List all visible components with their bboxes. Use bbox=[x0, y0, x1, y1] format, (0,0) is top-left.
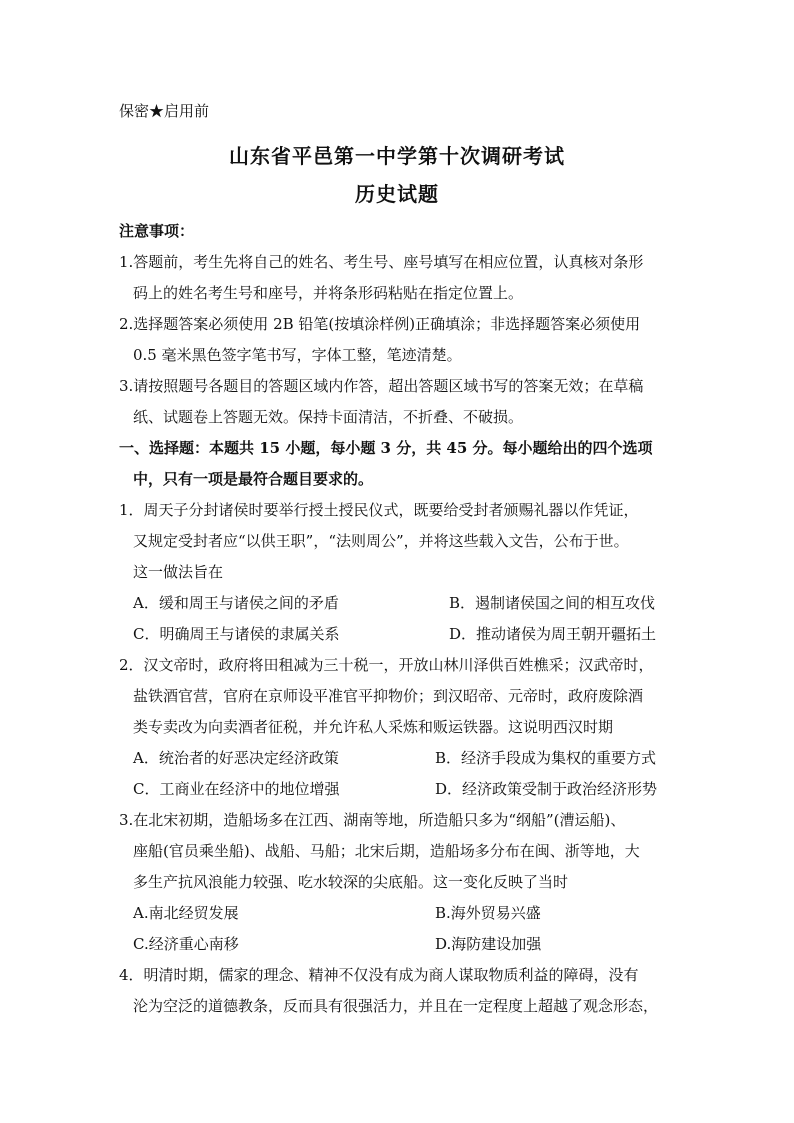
exam-content bbox=[119, 216, 684, 1022]
q3-stem-line-1: 3.在北宋初期，造船场多在江西、湖南等地，所造船只多为“纲船”(漕运船)、 bbox=[119, 811, 626, 829]
q1-option-a: A．缓和周王与诸侯之间的矛盾 bbox=[133, 594, 339, 612]
exam-title: 山东省平邑第一中学第十次调研考试 bbox=[229, 144, 565, 168]
q3-option-d: D.海防建设加强 bbox=[435, 935, 542, 953]
q1-stem-line-3: 这一做法旨在 bbox=[133, 563, 224, 581]
q4-stem-line-1: 4．明清时期，儒家的理念、精神不仅没有成为商人谋取物质利益的障碍，没有 bbox=[119, 966, 639, 984]
q1-stem-line-2: 又规定受封者应“以供王职”，“法则周公”，并将这些载入文告，公布于世。 bbox=[133, 532, 629, 550]
q2-stem-line-2: 盐铁酒官营，官府在京师设平准官平抑物价；到汉昭帝、元帝时，政府废除酒 bbox=[133, 687, 644, 705]
note-item-3-line-1: 3.请按照题号各题目的答题区域内作答，超出答题区域书写的答案无效；在草稿 bbox=[119, 377, 644, 395]
q1-option-b: B．遏制诸侯国之间的相互攻伐 bbox=[449, 594, 656, 612]
q1-options-row-2 bbox=[119, 619, 684, 650]
q3-options-row-1 bbox=[119, 898, 684, 929]
q1-options-row-1 bbox=[119, 588, 684, 619]
secrecy-label: 保密★启用前 bbox=[119, 102, 210, 120]
q4-stem-line-2: 沦为空泛的道德教条，反而具有很强活力，并且在一定程度上超越了观念形态， bbox=[133, 997, 659, 1015]
q3-stem-line-3: 多生产抗风浪能力较强、吃水较深的尖底船。这一变化反映了当时 bbox=[133, 873, 569, 891]
q1-stem-line-1: 1．周天子分封诸侯时要举行授土授民仪式，既要给受封者颁赐礼器以作凭证， bbox=[119, 501, 639, 519]
note-item-1-line-1: 1.答题前，考生先将自己的姓名、考生号、座号填写在相应位置，认真核对条形 bbox=[119, 253, 644, 271]
q2-option-d: D．经济政策受制于政治经济形势 bbox=[435, 780, 658, 798]
q2-option-a: A．统治者的好恶决定经济政策 bbox=[133, 749, 339, 767]
q2-options-row-2 bbox=[119, 774, 684, 805]
note-item-3-line-2: 纸、试题卷上答题无效。保持卡面清洁，不折叠、不破损。 bbox=[133, 408, 524, 426]
exam-subtitle: 历史试题 bbox=[355, 182, 439, 206]
q2-option-b: B．经济手段成为集权的重要方式 bbox=[435, 749, 657, 767]
q2-stem-line-3: 类专卖改为向卖酒者征税，并允许私人采炼和贩运铁器。这说明西汉时期 bbox=[133, 718, 614, 736]
notes-heading: 注意事项： bbox=[119, 222, 195, 240]
q3-option-b: B.海外贸易兴盛 bbox=[435, 904, 541, 922]
q3-options-row-2 bbox=[119, 929, 684, 960]
q1-option-c: C．明确周王与诸侯的隶属关系 bbox=[133, 625, 340, 643]
q3-stem-line-2: 座船(官员乘坐船)、战船、马船；北宋后期，造船场多分布在闽、浙等地，大 bbox=[133, 842, 640, 860]
section-heading-line-2: 中，只有一项是最符合题目要求的。 bbox=[133, 470, 374, 488]
note-item-1-line-2: 码上的姓名考生号和座号，并将条形码粘贴在指定位置上。 bbox=[133, 284, 524, 302]
q1-option-d: D．推动诸侯为周王朝开疆拓土 bbox=[449, 625, 657, 643]
q3-option-a: A.南北经贸发展 bbox=[133, 904, 239, 922]
q3-option-c: C.经济重心南移 bbox=[133, 935, 239, 953]
note-item-2-line-1: 2.选择题答案必须使用 2B 铅笔(按填涂样例)正确填涂；非选择题答案必须使用 bbox=[119, 315, 641, 333]
section-heading-line-1: 一、选择题：本题共 15 小题，每小题 3 分，共 45 分。每小题给出的四个选项 bbox=[119, 439, 653, 457]
q2-options-row-1 bbox=[119, 743, 684, 774]
note-item-2-line-2: 0.5 毫米黑色签字笔书写，字体工整，笔迹清楚。 bbox=[133, 346, 462, 364]
q2-stem-line-1: 2．汉文帝时，政府将田租减为三十税一，开放山林川泽供百姓樵采；汉武帝时， bbox=[119, 656, 654, 674]
q2-option-c: C．工商业在经济中的地位增强 bbox=[133, 780, 340, 798]
